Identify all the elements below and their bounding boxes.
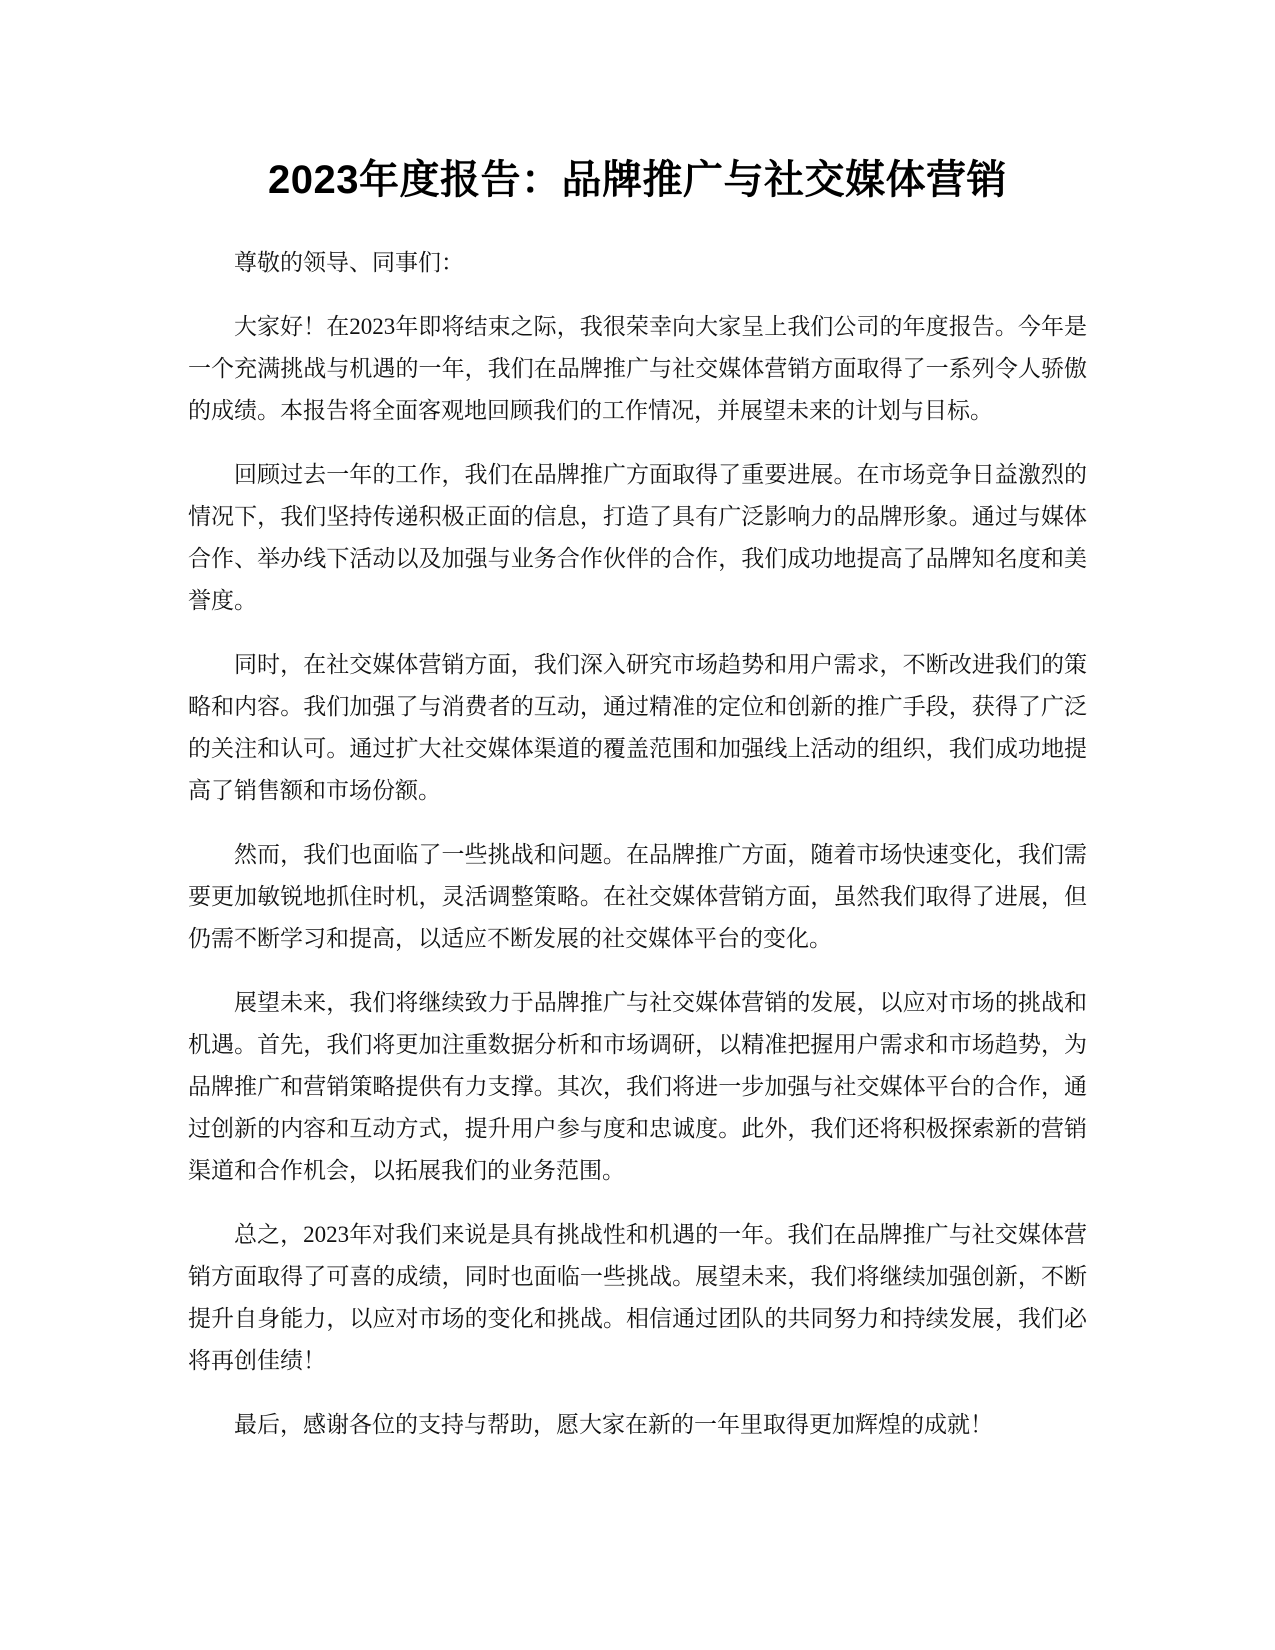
closing-paragraph: 最后，感谢各位的支持与帮助，愿大家在新的一年里取得更加辉煌的成就！ [234, 1412, 993, 1437]
body-paragraph: 大家好！在2023年即将结束之际，我很荣幸向大家呈上我们公司的年度报告。今年是一个充满挑战与机遇的一年，我们在品牌推广与社交媒体营销方面取得了一系列令人骄傲的成绩。本报告将全面客观地回顾我们的工作情况，并展望未来的计划与目标。 [188, 314, 1087, 423]
body-paragraph: 同时，在社交媒体营销方面，我们深入研究市场趋势和用户需求，不断改进我们的策略和内容。我们加强了与消费者的互动，通过精准的定位和创新的推广手段，获得了广泛的关注和认可。通过扩大社交媒体渠道的覆盖范围和加强线上活动的组织，我们成功地提高了销售额和市场份额。 [188, 652, 1087, 803]
body-paragraph: 总之，2023年对我们来说是具有挑战性和机遇的一年。我们在品牌推广与社交媒体营销方面取得了可喜的成绩，同时也面临一些挑战。展望未来，我们将继续加强创新，不断提升自身能力，以应对市场的变化和挑战。相信通过团队的共同努力和持续发展，我们必将再创佳绩！ [188, 1222, 1087, 1373]
salutation-paragraph: 尊敬的领导、同事们： [234, 250, 464, 275]
document-body [188, 242, 1087, 1446]
document-title: 2023年度报告：品牌推广与社交媒体营销 [268, 158, 1007, 202]
body-paragraph: 回顾过去一年的工作，我们在品牌推广方面取得了重要进展。在市场竞争日益激烈的情况下，我们坚持传递积极正面的信息，打造了具有广泛影响力的品牌形象。通过与媒体合作、举办线下活动以及加强与业务合作伙伴的合作，我们成功地提高了品牌知名度和美誉度。 [188, 462, 1087, 613]
body-paragraph: 展望未来，我们将继续致力于品牌推广与社交媒体营销的发展，以应对市场的挑战和机遇。首先，我们将更加注重数据分析和市场调研，以精准把握用户需求和市场趋势，为品牌推广和营销策略提供有力支撑。其次，我们将进一步加强与社交媒体平台的合作，通过创新的内容和互动方式，提升用户参与度和忠诚度。此外，我们还将积极探索新的营销渠道和合作机会，以拓展我们的业务范围。 [188, 990, 1087, 1183]
body-paragraph: 然而，我们也面临了一些挑战和问题。在品牌推广方面，随着市场快速变化，我们需要更加敏锐地抓住时机，灵活调整策略。在社交媒体营销方面，虽然我们取得了进展，但仍需不断学习和提高，以适应不断发展的社交媒体平台的变化。 [188, 842, 1087, 951]
